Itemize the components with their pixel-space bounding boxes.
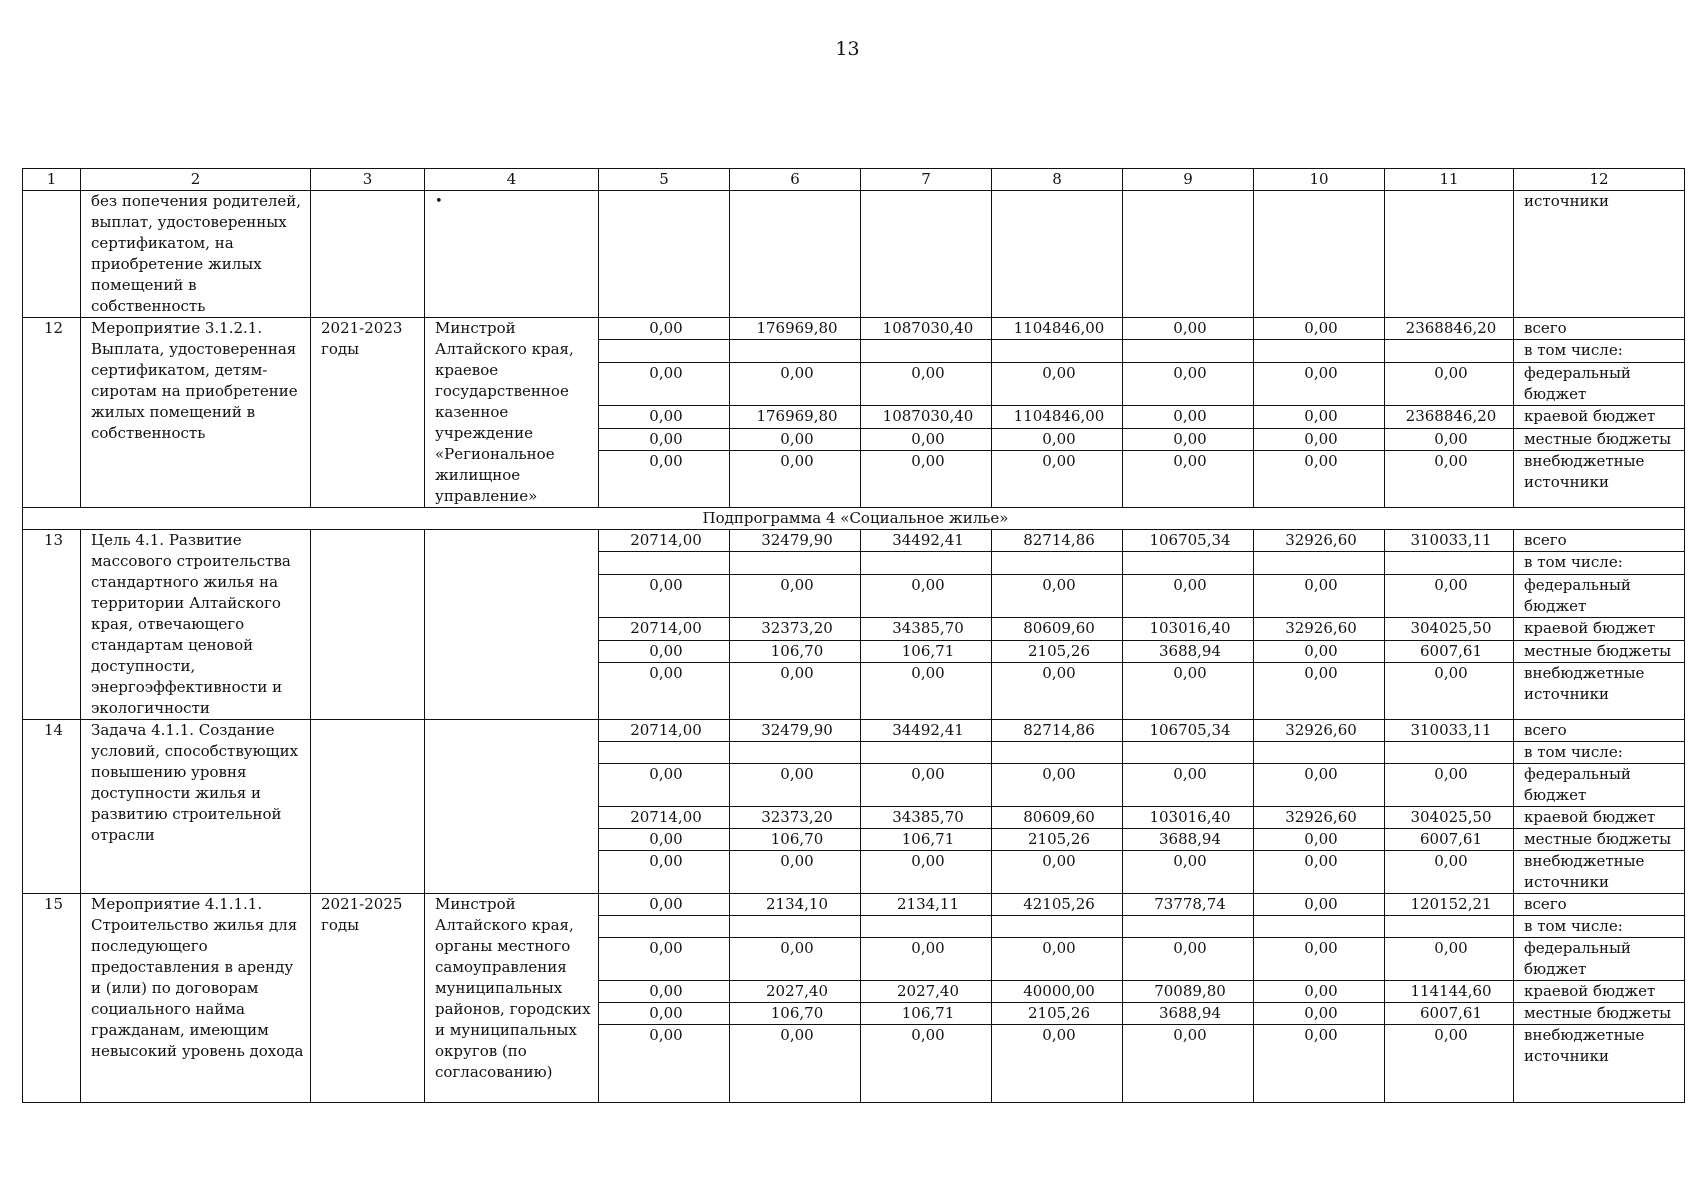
value-cell: 0,00 [1254,851,1385,894]
value-cell: 0,00 [599,663,730,720]
value-cell: 0,00 [992,1025,1123,1103]
value-cell: 0,00 [599,318,730,340]
funding-source-line: всего [1524,319,1567,337]
value-cell: 82714,86 [992,530,1123,552]
value-cell: 0,00 [992,764,1123,807]
value-cell: 0,00 [599,1003,730,1025]
value-cell [861,916,992,938]
column-number: 7 [861,169,992,191]
value-cell: 0,00 [1254,894,1385,916]
funding-source-line: внебюджетные [1524,1026,1645,1044]
value-cell: 0,00 [1254,362,1385,406]
funding-source [1514,807,1685,829]
value-cell: 0,00 [1123,851,1254,894]
value-cell: 0,00 [730,851,861,894]
funding-source [1514,764,1685,807]
funding-source-line: в том числе: [1524,743,1623,761]
period-cell [311,191,425,318]
budget-table [22,168,1685,1103]
value-cell: 0,00 [599,406,730,428]
value-cell: 0,00 [1254,764,1385,807]
funding-source-line: местные бюджеты [1524,1004,1672,1022]
value-cell: 0,00 [1385,451,1514,508]
value-cell: 32373,20 [730,807,861,829]
value-cell: 0,00 [1254,574,1385,618]
value-cell [1254,340,1385,362]
measure-period: 2021-2025 годы [311,894,425,1103]
value-cell: 0,00 [1385,851,1514,894]
measure-description: Мероприятие 3.1.2.1. Выплата, удостоверенная сертификатом, детям-сиротам на приобретение жилых помещений в собственность [81,318,311,508]
value-cell [1385,191,1514,318]
measure-executor: Минстрой Алтайского края, краевое государственное казенное учреждение «Региональное жилищное управление» [425,318,599,508]
value-cell: 106705,34 [1123,530,1254,552]
value-cell: 2027,40 [861,981,992,1003]
column-number: 1 [23,169,81,191]
value-cell: 0,00 [992,362,1123,406]
value-cell: 0,00 [992,851,1123,894]
value-cell [1123,916,1254,938]
value-cell: 0,00 [992,451,1123,508]
value-cell: 0,00 [599,764,730,807]
value-cell: 0,00 [1385,362,1514,406]
value-cell: 0,00 [599,938,730,981]
value-cell: 0,00 [1254,938,1385,981]
value-cell [730,552,861,574]
continuation-executor: • [425,191,599,318]
subprogram-title: Подпрограмма 4 «Социальное жилье» [23,508,1685,530]
measure-period [311,530,425,720]
value-cell [861,742,992,764]
funding-source [1514,362,1685,406]
value-cell: 0,00 [1123,938,1254,981]
value-cell: 2134,10 [730,894,861,916]
funding-source-line: в том числе: [1524,917,1623,935]
value-cell: 0,00 [730,451,861,508]
continuation-description: без попечения родителей, выплат, удостоверенных сертификатом, на приобретение жилых помещений в собственность [81,191,311,318]
funding-source-line: краевой бюджет [1524,808,1656,826]
funding-source [1514,574,1685,618]
value-cell: 2368846,20 [1385,406,1514,428]
funding-source [1514,318,1685,340]
value-cell: 34492,41 [861,530,992,552]
value-cell: 3688,94 [1123,1003,1254,1025]
continuation-source: источники [1514,191,1685,318]
value-cell: 310033,11 [1385,530,1514,552]
funding-source-line: местные бюджеты [1524,429,1672,448]
value-cell [1123,340,1254,362]
funding-source-line: всего [1524,895,1567,913]
value-cell: 0,00 [730,764,861,807]
column-number-header-row [23,169,1685,191]
value-cell: 106705,34 [1123,720,1254,742]
value-cell: 1104846,00 [992,406,1123,428]
value-cell: 40000,00 [992,981,1123,1003]
table-row [23,318,1685,340]
value-cell: 0,00 [599,574,730,618]
funding-source [1514,451,1685,508]
column-number: 6 [730,169,861,191]
value-cell: 0,00 [1254,663,1385,720]
value-cell [1385,552,1514,574]
measure-description: Цель 4.1. Развитие массового строительства стандартного жилья на территории Алтайского края, отвечающего стандартам ценовой доступности, энергоэффективности и экологичности [81,530,311,720]
value-cell: 103016,40 [1123,807,1254,829]
value-cell: 20714,00 [599,530,730,552]
value-cell: 0,00 [1254,318,1385,340]
measure-period [311,720,425,894]
value-cell: 20714,00 [599,720,730,742]
value-cell [1123,742,1254,764]
measure-executor [425,530,599,720]
value-cell [1385,340,1514,362]
page-number: 13 [835,38,860,60]
funding-source-line: внебюджетные [1524,852,1645,870]
value-cell: 0,00 [599,851,730,894]
funding-source-line: бюджет [1524,960,1587,978]
value-cell: 0,00 [730,1025,861,1103]
value-cell: 0,00 [1254,1025,1385,1103]
funding-source [1514,829,1685,851]
value-cell: 82714,86 [992,720,1123,742]
column-number: 12 [1514,169,1685,191]
measure-executor: Минстрой Алтайского края, органы местного самоуправления муниципальных районов, городских и муниципальных округов (по согласованию) [425,894,599,1103]
value-cell [730,742,861,764]
value-cell: 0,00 [1254,406,1385,428]
funding-source-line: в том числе: [1524,341,1623,360]
value-cell: 6007,61 [1385,640,1514,662]
value-cell: 0,00 [1254,829,1385,851]
value-cell: 0,00 [1254,1003,1385,1025]
value-cell: 0,00 [1123,574,1254,618]
value-cell: 176969,80 [730,318,861,340]
value-cell: 304025,50 [1385,807,1514,829]
value-cell: 0,00 [861,451,992,508]
column-number: 9 [1123,169,1254,191]
table-row [23,720,1685,742]
column-number: 10 [1254,169,1385,191]
funding-source-line: краевой бюджет [1524,619,1656,638]
value-cell [992,552,1123,574]
value-cell: 106,71 [861,640,992,662]
value-cell: 0,00 [992,574,1123,618]
value-cell: 0,00 [861,938,992,981]
funding-source [1514,530,1685,552]
funding-source [1514,981,1685,1003]
table-row [23,894,1685,916]
column-number: 8 [992,169,1123,191]
value-cell: 2105,26 [992,829,1123,851]
value-cell: 0,00 [730,574,861,618]
value-cell: 120152,21 [1385,894,1514,916]
value-cell: 0,00 [599,428,730,450]
funding-source [1514,663,1685,720]
funding-source-line: бюджет [1524,596,1587,615]
value-cell [992,191,1123,318]
value-cell: 32479,90 [730,530,861,552]
column-number: 5 [599,169,730,191]
value-cell: 0,00 [861,764,992,807]
value-cell [1254,191,1385,318]
column-number: 11 [1385,169,1514,191]
measure-executor [425,720,599,894]
funding-source-line: внебюджетные [1524,452,1645,471]
funding-source [1514,340,1685,362]
funding-source [1514,552,1685,574]
value-cell: 42105,26 [992,894,1123,916]
value-cell [599,742,730,764]
value-cell: 0,00 [1123,362,1254,406]
value-cell: 0,00 [992,938,1123,981]
value-cell: 0,00 [730,663,861,720]
funding-source-line: местные бюджеты [1524,830,1672,848]
value-cell: 80609,60 [992,807,1123,829]
value-cell: 0,00 [1123,663,1254,720]
row-number: 12 [23,318,81,508]
value-cell: 6007,61 [1385,1003,1514,1025]
value-cell [1254,552,1385,574]
value-cell: 34385,70 [861,618,992,640]
value-cell: 103016,40 [1123,618,1254,640]
column-number: 3 [311,169,425,191]
funding-source-line: местные бюджеты [1524,641,1672,660]
funding-source-line: федеральный [1524,363,1631,382]
value-cell: 0,00 [599,640,730,662]
funding-source-line: источники [1524,473,1610,492]
funding-source-line: бюджет [1524,384,1587,403]
value-cell: 0,00 [1385,574,1514,618]
value-cell: 70089,80 [1123,981,1254,1003]
value-cell: 0,00 [1123,428,1254,450]
funding-source [1514,1025,1685,1103]
funding-source-line: федеральный [1524,939,1631,957]
value-cell: 1104846,00 [992,318,1123,340]
row-number: 13 [23,530,81,720]
funding-source [1514,742,1685,764]
value-cell: 6007,61 [1385,829,1514,851]
value-cell: 0,00 [599,894,730,916]
funding-source-line: источники [1524,685,1610,704]
funding-source [1514,428,1685,450]
funding-source-line: источники [1524,1047,1610,1065]
value-cell [599,552,730,574]
value-cell: 2105,26 [992,1003,1123,1025]
measure-description: Задача 4.1.1. Создание условий, способствующих повышению уровня доступности жилья и развитию строительной отрасли [81,720,311,894]
value-cell: 0,00 [599,981,730,1003]
value-cell: 0,00 [1385,663,1514,720]
value-cell: 20714,00 [599,618,730,640]
value-cell: 32926,60 [1254,807,1385,829]
value-cell: 0,00 [730,362,861,406]
value-cell [730,916,861,938]
value-cell: 304025,50 [1385,618,1514,640]
value-cell: 0,00 [1123,406,1254,428]
value-cell: 0,00 [861,362,992,406]
value-cell [992,916,1123,938]
value-cell: 0,00 [1385,428,1514,450]
value-cell: 0,00 [861,428,992,450]
value-cell [861,340,992,362]
value-cell: 0,00 [1254,451,1385,508]
funding-source-line: федеральный [1524,575,1631,594]
value-cell: 0,00 [861,574,992,618]
value-cell [1123,552,1254,574]
value-cell [599,916,730,938]
row-number-cell [23,191,81,318]
value-cell: 106,70 [730,829,861,851]
value-cell: 0,00 [1385,1025,1514,1103]
funding-source [1514,720,1685,742]
funding-source-line: краевой бюджет [1524,407,1656,426]
row-number: 15 [23,894,81,1103]
funding-source [1514,938,1685,981]
value-cell: 0,00 [861,1025,992,1103]
value-cell: 176969,80 [730,406,861,428]
value-cell: 20714,00 [599,807,730,829]
value-cell: 0,00 [599,451,730,508]
value-cell [1254,742,1385,764]
funding-source [1514,618,1685,640]
value-cell: 0,00 [1385,938,1514,981]
value-cell: 0,00 [861,851,992,894]
value-cell: 0,00 [992,428,1123,450]
value-cell: 34385,70 [861,807,992,829]
funding-source [1514,851,1685,894]
value-cell: 2027,40 [730,981,861,1003]
value-cell: 0,00 [861,663,992,720]
value-cell [861,552,992,574]
row-number: 14 [23,720,81,894]
value-cell [599,191,730,318]
value-cell: 2105,26 [992,640,1123,662]
funding-source-line: в том числе: [1524,553,1623,572]
value-cell [730,191,861,318]
column-number: 2 [81,169,311,191]
value-cell: 0,00 [1123,1025,1254,1103]
value-cell: 1087030,40 [861,318,992,340]
funding-source [1514,916,1685,938]
funding-source-line: федеральный [1524,765,1631,783]
value-cell [1385,742,1514,764]
value-cell: 32926,60 [1254,618,1385,640]
value-cell: 32926,60 [1254,530,1385,552]
value-cell: 0,00 [992,663,1123,720]
funding-source-line: краевой бюджет [1524,982,1656,1000]
value-cell: 106,70 [730,640,861,662]
value-cell: 32479,90 [730,720,861,742]
value-cell: 106,71 [861,829,992,851]
value-cell [1123,191,1254,318]
value-cell: 0,00 [1123,318,1254,340]
value-cell: 34492,41 [861,720,992,742]
value-cell: 0,00 [599,1025,730,1103]
funding-source [1514,406,1685,428]
value-cell: 2134,11 [861,894,992,916]
funding-source-line: внебюджетные [1524,664,1645,683]
value-cell: 0,00 [1254,981,1385,1003]
value-cell [861,191,992,318]
value-cell [1385,916,1514,938]
value-cell: 106,70 [730,1003,861,1025]
subprogram-row [23,508,1685,530]
value-cell: 106,71 [861,1003,992,1025]
value-cell: 32373,20 [730,618,861,640]
funding-source-line: всего [1524,721,1567,739]
funding-source-line: всего [1524,531,1567,549]
value-cell: 2368846,20 [1385,318,1514,340]
value-cell [992,340,1123,362]
funding-source-line: бюджет [1524,786,1587,804]
value-cell: 0,00 [1254,640,1385,662]
funding-source [1514,894,1685,916]
value-cell: 0,00 [1123,451,1254,508]
value-cell: 0,00 [1254,428,1385,450]
value-cell: 0,00 [599,362,730,406]
value-cell: 0,00 [1123,764,1254,807]
table-row [23,530,1685,552]
value-cell: 0,00 [730,938,861,981]
value-cell: 114144,60 [1385,981,1514,1003]
measure-period: 2021-2023 годы [311,318,425,508]
measure-description: Мероприятие 4.1.1.1. Строительство жилья для последующего предоставления в аренду и (или) по договорам социального найма гражданам, имеющим невысокий уровень дохода [81,894,311,1103]
value-cell: 0,00 [599,829,730,851]
value-cell: 3688,94 [1123,829,1254,851]
value-cell: 32926,60 [1254,720,1385,742]
funding-source [1514,640,1685,662]
funding-source [1514,1003,1685,1025]
value-cell: 0,00 [730,428,861,450]
column-number: 4 [425,169,599,191]
continuation-row [23,191,1685,318]
value-cell: 80609,60 [992,618,1123,640]
funding-source-line: источники [1524,873,1610,891]
value-cell: 310033,11 [1385,720,1514,742]
value-cell [599,340,730,362]
value-cell [1254,916,1385,938]
value-cell [992,742,1123,764]
value-cell: 1087030,40 [861,406,992,428]
value-cell: 3688,94 [1123,640,1254,662]
value-cell: 0,00 [1385,764,1514,807]
value-cell [730,340,861,362]
value-cell: 73778,74 [1123,894,1254,916]
